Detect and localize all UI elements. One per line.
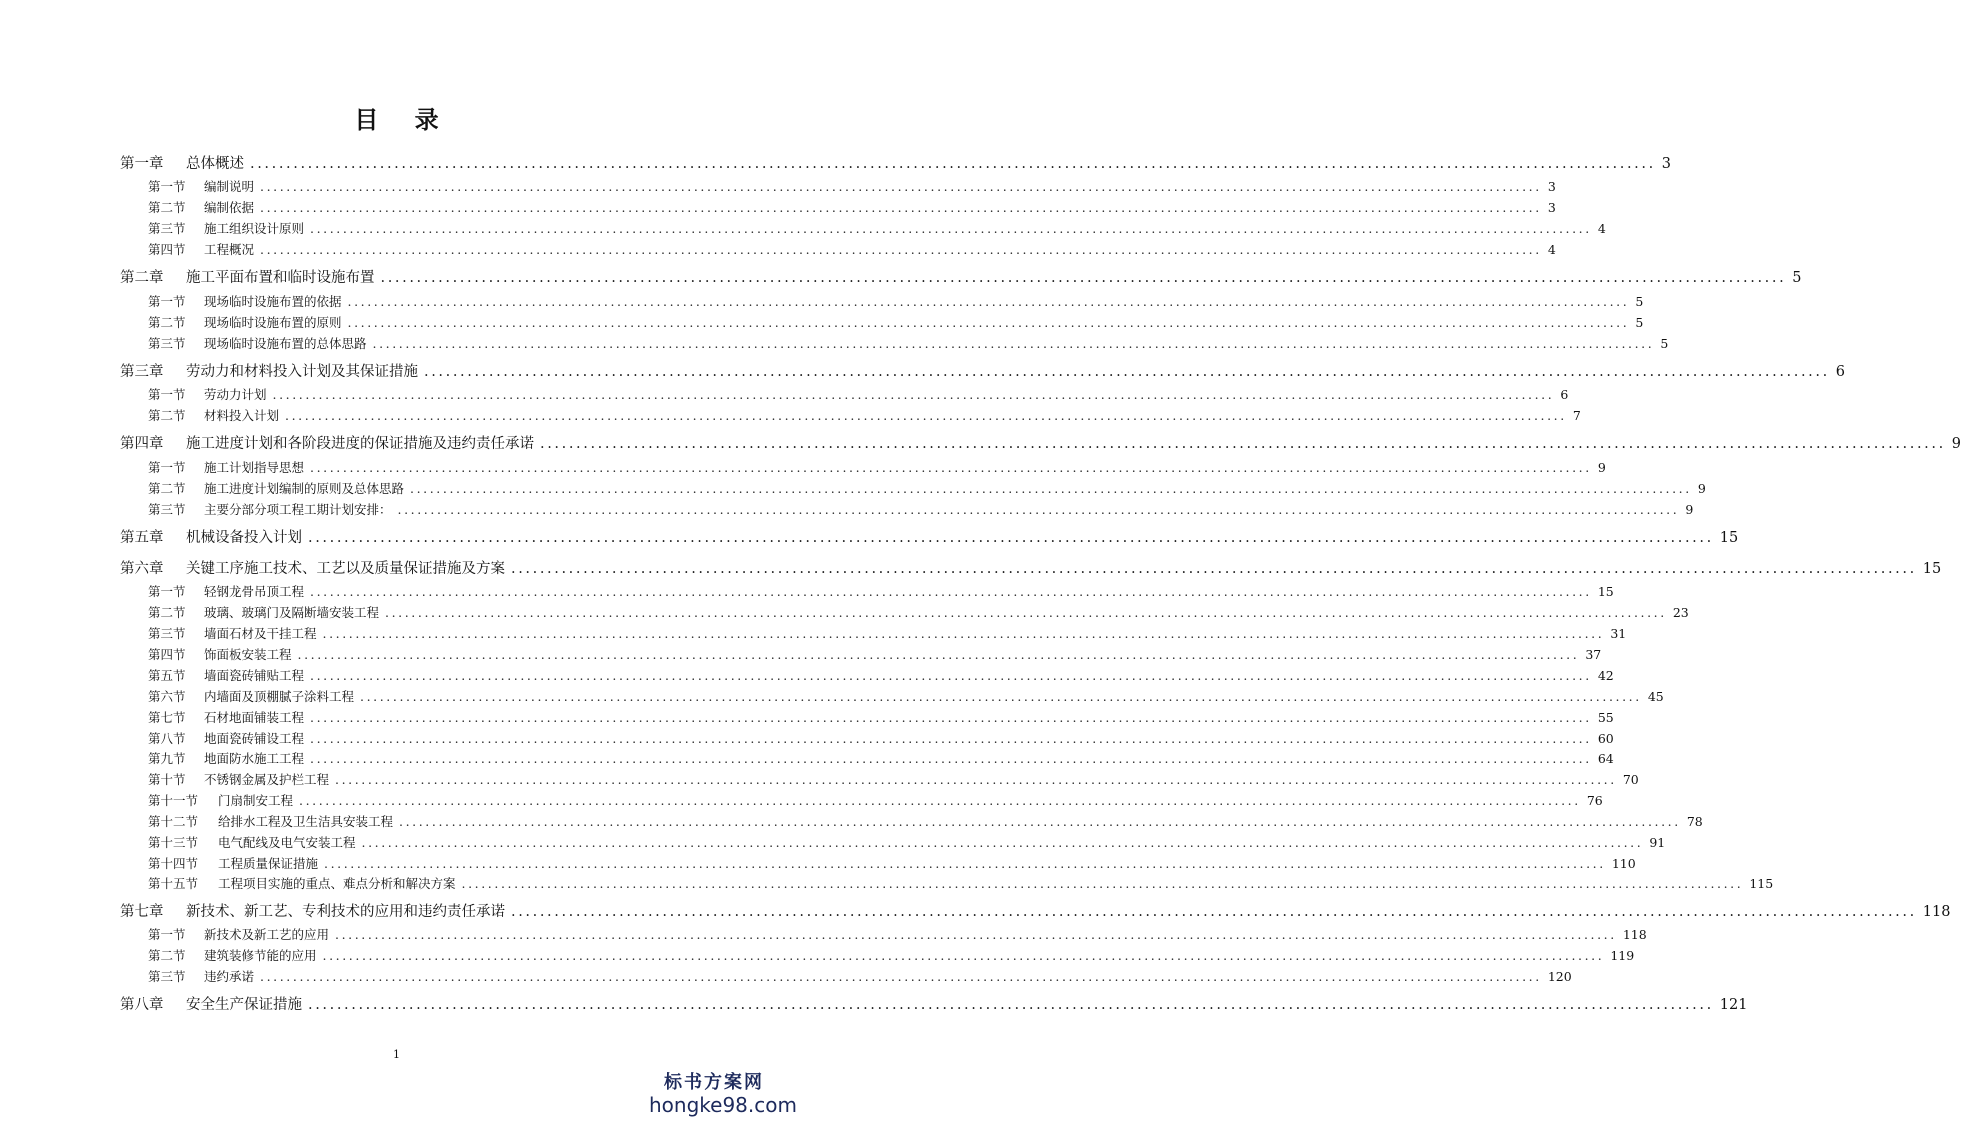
toc-entry-text: 编制说明 xyxy=(204,179,255,194)
toc-entry-page: 118 xyxy=(1622,927,1647,942)
toc-dot-leader: ................................................................................................................................................................................................... xyxy=(310,710,1592,725)
toc-dot-leader: ................................................................................................................................................................................................... xyxy=(297,647,1580,662)
toc-entry-label: 第二节 xyxy=(148,315,186,330)
toc-dot-leader: ................................................................................................................................................................................................... xyxy=(424,364,1830,380)
toc-section-entry[interactable] xyxy=(148,406,1581,424)
toc-entry-label: 第二节 xyxy=(148,948,186,963)
toc-dot-leader: ................................................................................................................................................................................................... xyxy=(410,481,1692,496)
toc-entry-text: 给排水工程及卫生洁具安装工程 xyxy=(218,814,394,829)
toc-entry-label: 第十三节 xyxy=(148,835,199,850)
toc-entry-text: 饰面板安装工程 xyxy=(204,647,292,662)
toc-section-entry[interactable] xyxy=(148,198,1556,216)
toc-entry-page: 9 xyxy=(1951,436,1961,452)
toc-entry-label: 第八章 xyxy=(120,997,164,1013)
toc-entry-label: 第一节 xyxy=(148,927,186,942)
toc-entry-page: 4 xyxy=(1597,221,1606,236)
toc-dot-leader: ................................................................................................................................................................................................... xyxy=(299,793,1581,808)
toc-dot-leader: ................................................................................................................................................................................................... xyxy=(347,315,1630,330)
toc-entry-text: 地面瓷砖铺设工程 xyxy=(204,731,305,746)
toc-section-entry[interactable] xyxy=(148,177,1556,195)
toc-entry-page: 23 xyxy=(1672,605,1689,620)
toc-dot-leader: ................................................................................................................................................................................................... xyxy=(310,221,1592,236)
toc-chapter-entry[interactable] xyxy=(120,526,1739,547)
toc-entry-page: 115 xyxy=(1749,876,1774,891)
toc-dot-leader: ................................................................................................................................................................................................... xyxy=(360,689,1642,704)
toc-dot-leader: ................................................................................................................................................................................................... xyxy=(380,270,1787,286)
toc-dot-leader: ................................................................................................................................................................................................... xyxy=(322,626,1605,641)
toc-entry-page: 5 xyxy=(1635,294,1644,309)
toc-entry-label: 第二节 xyxy=(148,200,186,215)
toc-entry-label: 第三节 xyxy=(148,336,186,351)
toc-entry-label: 第五节 xyxy=(148,668,186,683)
toc-dot-leader: ................................................................................................................................................................................................... xyxy=(322,948,1605,963)
toc-entry-label: 第五章 xyxy=(120,530,164,546)
toc-entry-page: 76 xyxy=(1586,793,1603,808)
toc-entry-page: 45 xyxy=(1647,689,1664,704)
toc-entry-text: 墙面石材及干挂工程 xyxy=(204,626,317,641)
toc-section-entry[interactable] xyxy=(148,582,1614,600)
toc-entry-label: 第三节 xyxy=(148,626,186,641)
toc-entry-text: 工程项目实施的重点、难点分析和解决方案 xyxy=(218,876,456,891)
toc-chapter-entry[interactable] xyxy=(120,900,1951,921)
toc-entry-label: 第一节 xyxy=(148,294,186,309)
toc-entry-label: 第一章 xyxy=(120,156,164,172)
toc-entry-text: 劳动力和材料投入计划及其保证措施 xyxy=(186,364,418,380)
toc-entry-text: 石材地面铺装工程 xyxy=(204,710,305,725)
toc-dot-leader: ................................................................................................................................................................................................... xyxy=(335,772,1617,787)
toc-entry-page: 110 xyxy=(1611,856,1636,871)
toc-entry-label: 第一节 xyxy=(148,584,186,599)
toc-entry-text: 新技术及新工艺的应用 xyxy=(204,927,330,942)
toc-title: 目 录 xyxy=(354,105,453,134)
toc-chapter-entry[interactable] xyxy=(120,266,1802,287)
toc-entry-page: 42 xyxy=(1597,668,1614,683)
toc-dot-leader: ................................................................................................................................................................................................... xyxy=(250,156,1656,172)
toc-entry-text: 总体概述 xyxy=(186,156,244,172)
toc-dot-leader: ................................................................................................................................................................................................... xyxy=(385,605,1667,620)
toc-entry-label: 第六节 xyxy=(148,689,186,704)
toc-dot-leader: ................................................................................................................................................................................................... xyxy=(310,668,1592,683)
toc-section-entry[interactable] xyxy=(148,812,1703,830)
toc-section-entry[interactable] xyxy=(148,334,1669,352)
toc-dot-leader: ................................................................................................................................................................................................... xyxy=(461,876,1744,891)
toc-section-entry[interactable] xyxy=(148,458,1606,476)
toc-dot-leader: ................................................................................................................................................................................................... xyxy=(308,530,1714,546)
toc-entry-label: 第四节 xyxy=(148,647,186,662)
toc-entry-page: 64 xyxy=(1597,751,1614,766)
toc-section-entry[interactable] xyxy=(148,946,1635,964)
toc-section-entry[interactable] xyxy=(148,666,1614,684)
toc-entry-label: 第七节 xyxy=(148,710,186,725)
toc-dot-leader: ................................................................................................................................................................................................... xyxy=(361,835,1644,850)
toc-entry-page: 70 xyxy=(1622,772,1639,787)
toc-entry-text: 施工进度计划编制的原则及总体思路 xyxy=(204,481,405,496)
toc-dot-leader: ................................................................................................................................................................................................... xyxy=(511,904,1917,920)
toc-entry-label: 第十一节 xyxy=(148,793,199,808)
toc-entry-label: 第十二节 xyxy=(148,814,199,829)
toc-entry-text: 现场临时设施布置的原则 xyxy=(204,315,342,330)
toc-section-entry[interactable] xyxy=(148,874,1774,892)
toc-entry-page: 5 xyxy=(1660,336,1669,351)
toc-entry-text: 材料投入计划 xyxy=(204,408,280,423)
toc-entry-page: 91 xyxy=(1649,835,1666,850)
toc-chapter-entry[interactable] xyxy=(120,993,1748,1014)
toc-entry-text: 关键工序施工技术、工艺以及质量保证措施及方案 xyxy=(186,561,505,577)
toc-entry-text: 建筑装修节能的应用 xyxy=(204,948,317,963)
toc-section-entry[interactable] xyxy=(148,240,1556,258)
toc-entry-text: 玻璃、玻璃门及隔断墙安装工程 xyxy=(204,605,380,620)
toc-section-entry[interactable] xyxy=(148,854,1636,872)
toc-entry-page: 4 xyxy=(1547,242,1556,257)
toc-section-entry[interactable] xyxy=(148,770,1639,788)
toc-chapter-entry[interactable] xyxy=(120,360,1846,381)
toc-section-entry[interactable] xyxy=(148,292,1644,310)
toc-entry-text: 新技术、新工艺、专利技术的应用和违约责任承诺 xyxy=(186,904,505,920)
toc-chapter-entry[interactable] xyxy=(120,152,1672,173)
toc-entry-text: 电气配线及电气安装工程 xyxy=(218,835,356,850)
toc-entry-page: 37 xyxy=(1585,647,1602,662)
toc-entry-page: 3 xyxy=(1547,179,1556,194)
toc-entry-text: 主要分部分项工程工期计划安排： xyxy=(204,502,392,517)
toc-dot-leader: ................................................................................................................................................................................................... xyxy=(260,200,1542,215)
toc-entry-label: 第十节 xyxy=(148,772,186,787)
toc-entry-page: 9 xyxy=(1697,481,1706,496)
toc-dot-leader: ................................................................................................................................................................................................... xyxy=(335,927,1617,942)
toc-entry-page: 15 xyxy=(1719,530,1739,546)
toc-entry-page: 78 xyxy=(1686,814,1703,829)
toc-section-entry[interactable] xyxy=(148,219,1606,237)
toc-entry-page: 31 xyxy=(1610,626,1627,641)
toc-entry-text: 机械设备投入计划 xyxy=(186,530,302,546)
toc-entry-page: 7 xyxy=(1572,408,1581,423)
toc-section-entry[interactable] xyxy=(148,833,1666,851)
toc-entry-page: 119 xyxy=(1610,948,1635,963)
toc-entry-text: 门扇制安工程 xyxy=(218,793,294,808)
toc-entry-label: 第三节 xyxy=(148,969,186,984)
toc-dot-leader: ................................................................................................................................................................................................... xyxy=(260,969,1542,984)
toc-section-entry[interactable] xyxy=(148,687,1664,705)
toc-section-entry[interactable] xyxy=(148,645,1602,663)
toc-dot-leader: ................................................................................................................................................................................................... xyxy=(397,502,1680,517)
toc-entry-page: 6 xyxy=(1835,364,1846,380)
toc-entry-label: 第二节 xyxy=(148,605,186,620)
toc-dot-leader: ................................................................................................................................................................................................... xyxy=(310,460,1592,475)
toc-entry-label: 第一节 xyxy=(148,179,186,194)
toc-dot-leader: ................................................................................................................................................................................................... xyxy=(310,584,1592,599)
toc-chapter-entry[interactable] xyxy=(120,432,1961,453)
toc-entry-text: 地面防水施工工程 xyxy=(204,751,305,766)
toc-entry-page: 9 xyxy=(1685,502,1694,517)
toc-entry-text: 安全生产保证措施 xyxy=(186,997,302,1013)
watermark-logo xyxy=(649,1068,797,1117)
toc-entry-text: 施工计划指导思想 xyxy=(204,460,305,475)
toc-section-entry[interactable] xyxy=(148,708,1614,726)
toc-entry-text: 施工进度计划和各阶段进度的保证措施及违约责任承诺 xyxy=(186,436,534,452)
toc-dot-leader: ................................................................................................................................................................................................... xyxy=(310,751,1592,766)
toc-entry-text: 内墙面及顶棚腻子涂料工程 xyxy=(204,689,355,704)
toc-section-entry[interactable] xyxy=(148,967,1572,985)
toc-entry-label: 第十四节 xyxy=(148,856,199,871)
toc-entry-label: 第二节 xyxy=(148,481,186,496)
toc-entry-page: 6 xyxy=(1560,387,1569,402)
toc-entry-page: 55 xyxy=(1597,710,1614,725)
toc-entry-label: 第六章 xyxy=(120,561,164,577)
toc-entry-text: 现场临时设施布置的总体思路 xyxy=(204,336,367,351)
toc-entry-text: 墙面瓷砖铺贴工程 xyxy=(204,668,305,683)
toc-entry-label: 第三节 xyxy=(148,221,186,236)
toc-entry-text: 轻钢龙骨吊顶工程 xyxy=(204,584,305,599)
page-number: 1 xyxy=(393,1048,400,1061)
toc-entry-text: 施工组织设计原则 xyxy=(204,221,305,236)
toc-entry-page: 9 xyxy=(1597,460,1606,475)
toc-dot-leader: ................................................................................................................................................................................................... xyxy=(540,436,1946,452)
toc-section-entry[interactable] xyxy=(148,925,1647,943)
toc-section-entry[interactable] xyxy=(148,385,1569,403)
toc-entry-page: 3 xyxy=(1661,156,1672,172)
toc-entry-page: 118 xyxy=(1922,904,1951,920)
toc-entry-label: 第三章 xyxy=(120,364,164,380)
toc-entry-label: 第二章 xyxy=(120,270,164,286)
toc-dot-leader: ................................................................................................................................................................................................... xyxy=(260,179,1542,194)
toc-entry-page: 15 xyxy=(1597,584,1614,599)
toc-dot-leader: ................................................................................................................................................................................................... xyxy=(347,294,1630,309)
toc-entry-page: 5 xyxy=(1792,270,1802,286)
toc-dot-leader: ................................................................................................................................................................................................... xyxy=(310,731,1592,746)
toc-dot-leader: ................................................................................................................................................................................................... xyxy=(399,814,1681,829)
toc-entry-label: 第四节 xyxy=(148,242,186,257)
toc-entry-text: 劳动力计划 xyxy=(204,387,267,402)
toc-entry-text: 现场临时设施布置的依据 xyxy=(204,294,342,309)
toc-section-entry[interactable] xyxy=(148,749,1614,767)
watermark-en: hongke98.com xyxy=(649,1093,797,1117)
toc-entry-label: 第三节 xyxy=(148,502,186,517)
toc-dot-leader: ................................................................................................................................................................................................... xyxy=(272,387,1555,402)
toc-entry-page: 3 xyxy=(1547,200,1556,215)
toc-entry-label: 第十五节 xyxy=(148,876,199,891)
toc-dot-leader: ................................................................................................................................................................................................... xyxy=(511,561,1917,577)
toc-entry-text: 施工平面布置和临时设施布置 xyxy=(186,270,375,286)
toc-dot-leader: ................................................................................................................................................................................................... xyxy=(260,242,1542,257)
toc-entry-page: 15 xyxy=(1922,561,1942,577)
toc-entry-label: 第九节 xyxy=(148,751,186,766)
toc-entry-text: 工程概况 xyxy=(204,242,255,257)
toc-entry-label: 第八节 xyxy=(148,731,186,746)
toc-section-entry[interactable] xyxy=(148,603,1689,621)
toc-entry-label: 第七章 xyxy=(120,904,164,920)
toc-entry-text: 编制依据 xyxy=(204,200,255,215)
toc-entry-page: 121 xyxy=(1719,997,1748,1013)
toc-entry-label: 第四章 xyxy=(120,436,164,452)
toc-section-entry[interactable] xyxy=(148,624,1627,642)
toc-dot-leader: ................................................................................................................................................................................................... xyxy=(285,408,1567,423)
toc-chapter-entry[interactable] xyxy=(120,557,1942,578)
toc-entry-page: 120 xyxy=(1547,969,1572,984)
toc-section-entry[interactable] xyxy=(148,729,1614,747)
watermark-cn: 标书方案网 xyxy=(664,1072,764,1093)
toc-section-entry[interactable] xyxy=(148,791,1603,809)
toc-entry-text: 工程质量保证措施 xyxy=(218,856,319,871)
toc-entry-text: 不锈钢金属及护栏工程 xyxy=(204,772,330,787)
toc-entry-page: 5 xyxy=(1635,315,1644,330)
toc-entry-page: 60 xyxy=(1597,731,1614,746)
toc-entry-label: 第二节 xyxy=(148,408,186,423)
toc-dot-leader: ................................................................................................................................................................................................... xyxy=(372,336,1655,351)
toc-entry-label: 第一节 xyxy=(148,387,186,402)
toc-section-entry[interactable] xyxy=(148,313,1644,331)
toc-entry-text: 违约承诺 xyxy=(204,969,255,984)
toc-section-entry[interactable] xyxy=(148,500,1694,518)
toc-entry-label: 第一节 xyxy=(148,460,186,475)
toc-dot-leader: ................................................................................................................................................................................................... xyxy=(308,997,1714,1013)
toc-dot-leader: ................................................................................................................................................................................................... xyxy=(324,856,1606,871)
toc-section-entry[interactable] xyxy=(148,479,1706,497)
